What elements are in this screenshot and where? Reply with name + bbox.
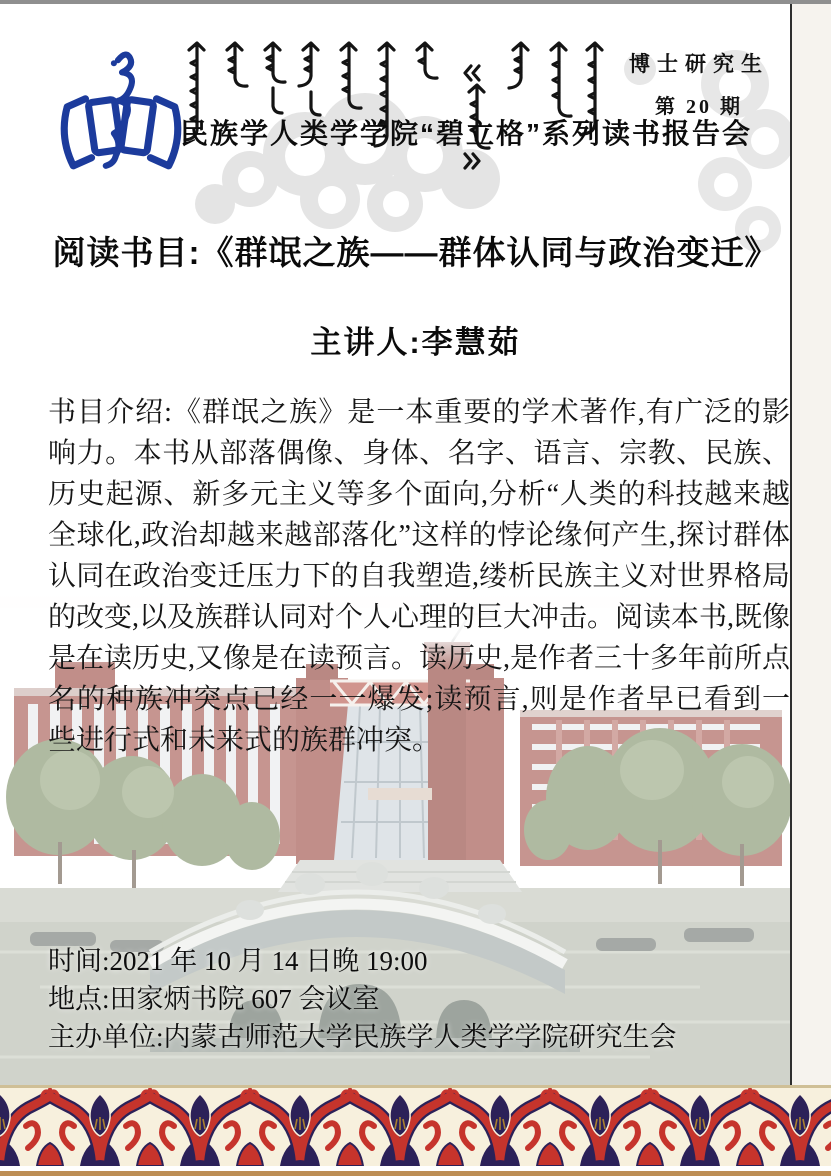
mongolian-border-pattern-icon xyxy=(0,1088,831,1166)
event-details xyxy=(48,942,677,1056)
issue-number: 第 20 期 xyxy=(655,96,743,118)
speaker-name: 主讲人:李慧茹 xyxy=(310,325,521,360)
right-margin xyxy=(790,4,831,1085)
info-organizer: 主办单位:内蒙古师范大学民族学人类学学院研究生会 xyxy=(48,1022,677,1052)
series-title: 民族学人类学学院“碧立格”系列读书报告会 xyxy=(180,118,753,149)
institute-logo-icon xyxy=(55,50,187,174)
issue-label: 博士研究生 xyxy=(629,53,769,76)
mongolian-script-icon xyxy=(183,36,623,174)
book-introduction: 书目介绍:《群氓之族》是一本重要的学术著作,有广泛的影响力。本书从部落偶像、身体、名字、语言、宗教、民族、历史起源、新多元主义等多个面向,分析“人类的科技越来越全球化,政治却越来越部落化”这样的悖论缘何产生,探讨群体认同在政治变迁压力下的自我塑造,缕析民族主义对世界格局的改变,以及族群认同对个人心理的巨大冲击。阅读本书,既像是在读历史,又像是在读预言。读历史,是作者三十多年前所点名的种族冲突点已经一一爆发;读预言,则是作者早已看到一些进行式和未来式的族群冲突。 xyxy=(48,397,791,756)
top-edge-line xyxy=(0,0,831,4)
reading-list-title: 阅读书目:《群氓之族——群体认同与政治变迁》 xyxy=(52,234,779,271)
ornamental-border xyxy=(0,1085,831,1176)
info-time: 时间:2021 年 10 月 14 日晚 19:00 xyxy=(48,946,428,976)
border-tan-strip xyxy=(0,1171,831,1176)
info-location: 地点:田家炳书院 607 会议室 xyxy=(48,984,380,1014)
issue-block xyxy=(610,48,788,119)
